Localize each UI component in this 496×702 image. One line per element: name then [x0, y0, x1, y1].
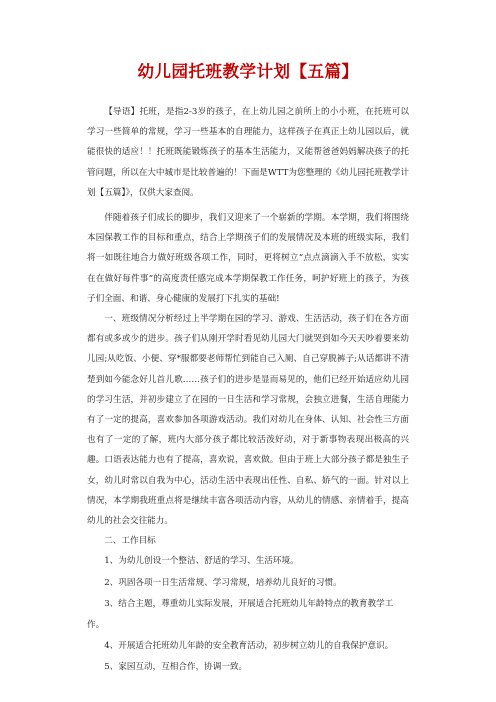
body-section: [87, 208, 409, 679]
intro-section: [87, 102, 409, 203]
goal-item: 1、为幼儿创设一个整洁、舒适的学习、生活环境。: [104, 556, 299, 567]
intro-paragraph: 【导语】托班，是指2-3岁的孩子，在上幼儿园之前所上的小小班，在托班可以学习一些简单的常规，学习一些基本的自理能力，这样孩子在真正上幼儿园以后，就能很快的适应！！托班既能锻炼孩子的基本生活能力，又能帮爸爸妈妈解决孩子的托管问题，所以在大中城市是比较普遍的！下面是WTT为您整理的《幼儿园托班教学计划【五篇】》，仅供大家查阅。: [87, 107, 409, 198]
opening-paragraph: 伴随着孩子们成长的脚步，我们又迎来了一个崭新的学期。本学期，我们将围绕本园保教工作的目标和重点，结合上学期孩子们的发展情况及本班的班级实际，我们将一如既往地合力做好班级各项工作，同时，更将树立“点点滴滴入手不放松，实实在在做好每件事”的高度责任感完成本学期保教工作任务，呵护好班上的孩子，为孩子们全面、和谐、身心健康的发展打下扎实的基础!: [87, 213, 409, 304]
goal-item: 5、家园互动，互相合作，协调一致。: [104, 662, 248, 673]
class-analysis-paragraph: 一、班级情况分析经过上半学期在园的学习、游戏、生活活动，孩子们在各方面都有或多或少的进步。孩子们从刚开学时看见幼儿园大门就哭到如今天天吵着要来幼儿园;从吃饭、小便、穿*服都要老师帮忙到能自己入厕、自己穿脱裤子;从话都讲不清楚到如今能念好儿首儿歌……孩子们的进步是显而易见的，他们已经开始适应幼儿园的学习生活，并初步建立了在园的一日生活和学习常规，会独立进餐，生活自理能力有了一定的提高，喜欢参加各项游戏活动。我们对幼儿在身体、认知、社会性三方面也有了一定的了解，班内大部分孩子都比较活泼好动，对于新事物表现出极高的兴趣。口语表达能力也有了提高，喜欢说，喜欢做。但由于班上大部分孩子都是独生子女，幼儿时常以自我为中心，活动生活中表现出任性、自私、娇气的一面。针对以上情况，本学期我班重点将是继续丰富各项活动内容，从幼儿的情感、亲情着手，提高幼儿的社会交往能力。: [87, 314, 409, 527]
goal-item: 2、巩固各项一日生活常规、学习常规，培养幼儿良好的习惯。: [104, 577, 342, 588]
document-title: 幼儿园托班教学计划【五篇】: [137, 62, 359, 81]
goal-item: 4、开展适合托班幼儿年龄的安全教育活动，初步树立幼儿的自我保护意识。: [104, 641, 394, 652]
goal-item: 3、结合主题，尊重幼儿实际发展，开展适合托班幼儿年龄特点的教育教学工作。: [87, 598, 394, 631]
section-heading-goals: 二、工作目标: [104, 536, 156, 547]
